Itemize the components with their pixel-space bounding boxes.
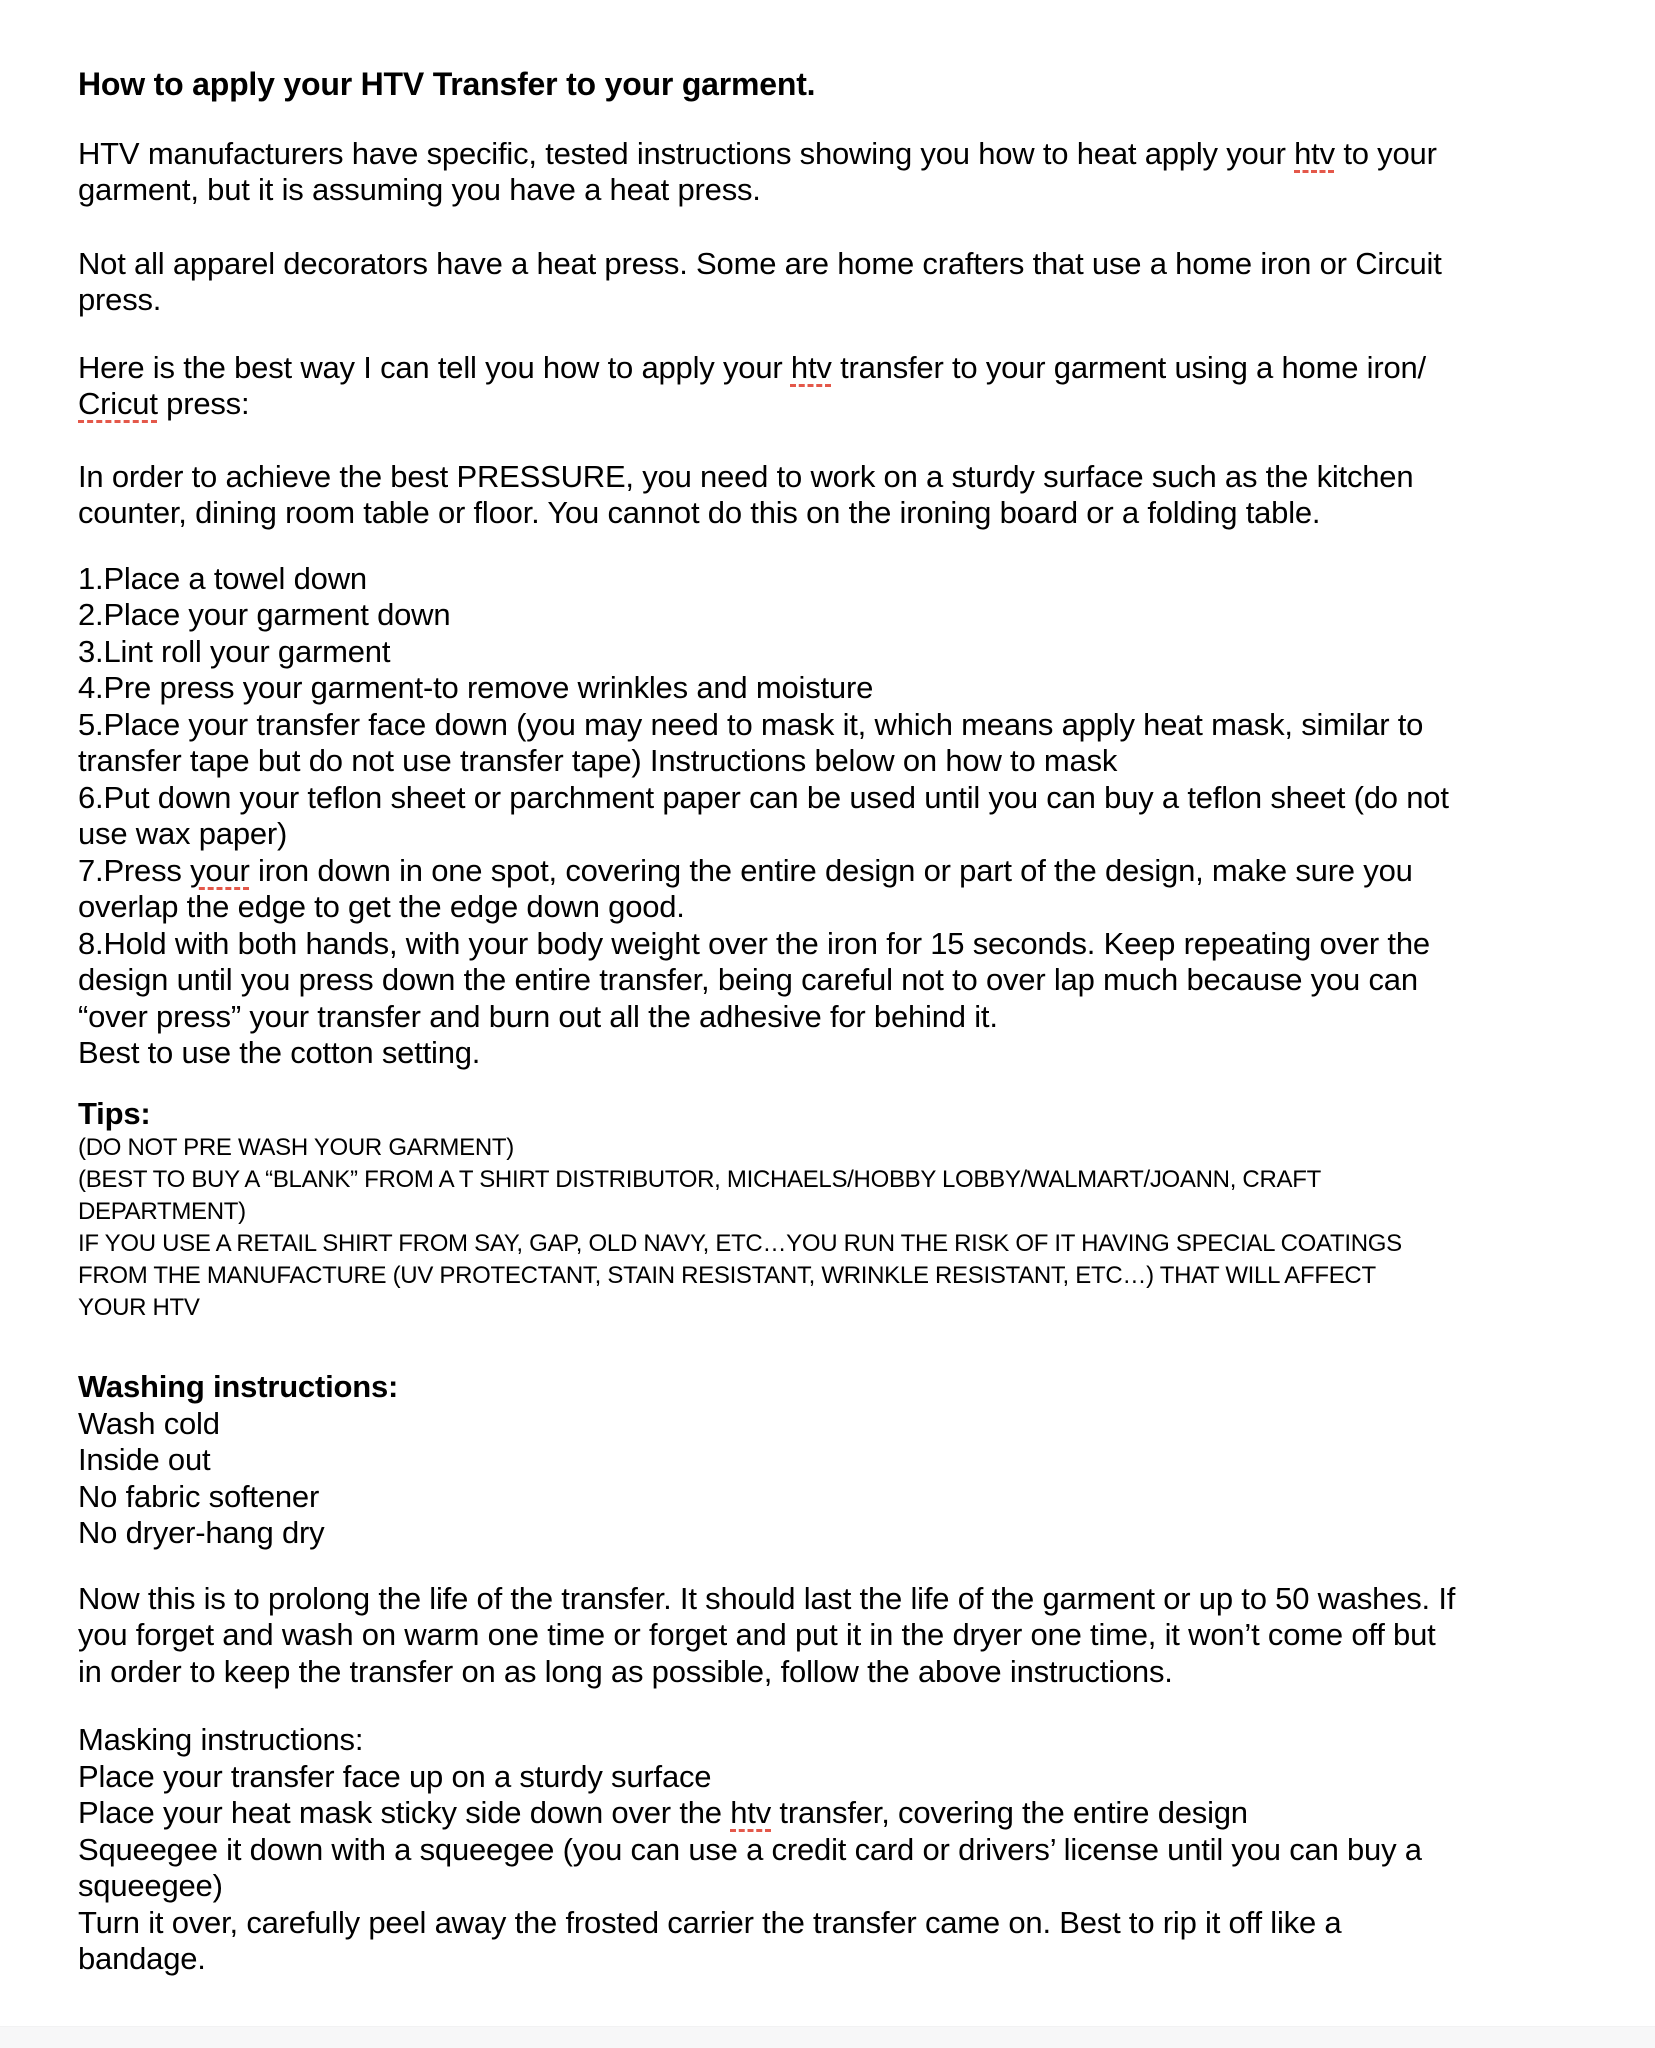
text-line <box>78 926 1635 963</box>
text-run: press: <box>157 386 250 421</box>
text-line <box>78 999 1635 1036</box>
text-run: transfer to your garment using a home iron/ <box>831 349 1426 385</box>
text-line <box>78 136 1635 173</box>
text-run: bandage. <box>78 1941 206 1976</box>
text-run: design until you press down the entire transfer, being careful not to over lap much because you can <box>78 962 1418 997</box>
text-line <box>78 561 1635 598</box>
text-run: iron down in one spot, covering the entire design or part of the design, make sure you <box>249 852 1413 888</box>
text-line <box>78 889 1635 926</box>
text-run: Masking instructions: <box>78 1722 364 1757</box>
text-line <box>78 1581 1635 1618</box>
washing-section <box>78 1369 1635 1552</box>
tips-heading <box>78 1096 1635 1133</box>
text-run: 4.Pre press your garment-to remove wrinkles and moisture <box>78 670 874 705</box>
bottom-bar <box>0 2026 1655 2048</box>
para-prolong <box>78 1581 1635 1691</box>
para-best-way <box>78 350 1635 423</box>
text-run: 7.Press <box>78 852 191 888</box>
text-line <box>78 66 1635 103</box>
misspelled-word[interactable]: Cricut <box>78 386 158 421</box>
text-line <box>78 1941 1635 1978</box>
text-line <box>78 1868 1635 1905</box>
text-line <box>78 1292 1635 1324</box>
text-run: in order to keep the transfer on as long as possible, follow the above instructions. <box>78 1653 1173 1689</box>
text-line <box>78 1228 1635 1260</box>
text-run: press. <box>78 282 162 317</box>
text-run: 5.Place your transfer face down (you may need to mask it, which means apply heat mask, similar to <box>78 706 1424 742</box>
text-line <box>78 1096 1635 1133</box>
text-run: HTV manufacturers have specific, tested instructions showing you how to heat apply your <box>78 135 1295 171</box>
text-line <box>78 1132 1635 1164</box>
text-line <box>78 1369 1635 1406</box>
misspelled-word[interactable]: your <box>190 852 250 888</box>
text-run: 2.Place your garment down <box>78 597 451 632</box>
text-run: Place your heat mask sticky side down over the <box>78 1795 731 1830</box>
text-line <box>78 743 1635 780</box>
misspelled-word[interactable]: htv <box>790 349 832 385</box>
text-line <box>78 634 1635 671</box>
text-run: to your <box>1334 135 1437 171</box>
text-run: No fabric softener <box>78 1478 320 1514</box>
text-run: FROM THE MANUFACTURE (UV PROTECTANT, STAIN RESISTANT, WRINKLE RESISTANT, ETC…) THAT WILL AFFECT <box>78 1262 1376 1289</box>
text-line <box>78 780 1635 817</box>
tips-list <box>78 1132 1635 1324</box>
para-decorators <box>78 246 1635 319</box>
text-run: squeegee) <box>78 1868 223 1903</box>
text-run: garment, but it is assuming you have a heat press. <box>78 172 761 207</box>
text-line <box>78 246 1635 283</box>
text-run: use wax paper) <box>78 816 288 851</box>
text-line <box>78 1722 1635 1759</box>
text-run: 8.Hold with both hands, with your body weight over the iron for 15 seconds. Keep repeating over the <box>78 925 1430 961</box>
text-run: “over press” your transfer and burn out all the adhesive for behind it. <box>78 998 998 1034</box>
text-run: 6.Put down your teflon sheet or parchment paper can be used until you can buy a teflon sheet (do not <box>78 779 1449 815</box>
text-line <box>78 459 1635 496</box>
text-run: 1.Place a towel down <box>78 560 367 596</box>
steps-list <box>78 561 1635 1072</box>
text-run: Inside out <box>78 1442 211 1477</box>
text-run: Now this is to prolong the life of the transfer. It should last the life of the garment or up to 50 washes. If <box>78 1580 1456 1616</box>
text-line <box>78 1406 1635 1443</box>
para-manufacturers <box>78 136 1635 209</box>
text-run: DEPARTMENT) <box>78 1198 246 1225</box>
text-line <box>78 1164 1635 1196</box>
text-line <box>78 1617 1635 1654</box>
bold-text-run: Washing instructions: <box>78 1369 399 1404</box>
text-run: Wash cold <box>78 1405 220 1441</box>
text-line <box>78 1260 1635 1292</box>
text-line <box>78 350 1635 387</box>
text-run: 3.Lint roll your garment <box>78 633 391 669</box>
text-line <box>78 495 1635 532</box>
text-line <box>78 707 1635 744</box>
text-line <box>78 172 1635 209</box>
text-run: (DO NOT PRE WASH YOUR GARMENT) <box>78 1134 514 1161</box>
text-run: Squeegee it down with a squeegee (you can use a credit card or drivers’ license until you can buy a <box>78 1831 1422 1867</box>
text-line <box>78 1759 1635 1796</box>
text-run: transfer tape but do not use transfer tape) Instructions below on how to mask <box>78 743 1118 778</box>
text-line <box>78 962 1635 999</box>
text-line <box>78 1035 1635 1072</box>
text-run: Place your transfer face up on a sturdy surface <box>78 1758 712 1794</box>
text-line <box>78 1905 1635 1942</box>
text-run: (BEST TO BUY A “BLANK” FROM A T SHIRT DISTRIBUTOR, MICHAELS/HOBBY LOBBY/WALMART/JOANN, CRAFT <box>78 1166 1321 1193</box>
text-run: Not all apparel decorators have a heat press. Some are home crafters that use a home iron or Circuit <box>78 245 1442 281</box>
misspelled-word[interactable]: htv <box>730 1795 772 1830</box>
text-line <box>78 816 1635 853</box>
bold-text-run: Tips: <box>78 1095 151 1131</box>
text-run: transfer, covering the entire design <box>771 1795 1248 1830</box>
para-pressure <box>78 459 1635 532</box>
masking-section <box>78 1722 1635 1978</box>
text-line <box>78 386 1635 423</box>
text-line <box>78 282 1635 319</box>
text-run: How to apply your HTV Transfer to your garment. <box>78 66 816 102</box>
text-line <box>78 1515 1635 1552</box>
text-run: Best to use the cotton setting. <box>78 1035 481 1070</box>
text-run: counter, dining room table or floor. You cannot do this on the ironing board or a folding table. <box>78 495 1321 530</box>
text-line <box>78 1832 1635 1869</box>
text-line <box>78 670 1635 707</box>
text-line <box>78 1795 1635 1832</box>
text-line <box>78 1654 1635 1691</box>
text-line <box>78 1479 1635 1516</box>
text-run: overlap the edge to get the edge down good. <box>78 889 685 924</box>
text-run: Turn it over, carefully peel away the frosted carrier the transfer came on. Best to rip it off like a <box>78 1904 1342 1940</box>
misspelled-word[interactable]: htv <box>1294 135 1335 171</box>
text-line <box>78 1196 1635 1228</box>
text-line <box>78 1442 1635 1479</box>
heading <box>78 66 1635 103</box>
text-run: In order to achieve the best PRESSURE, you need to work on a sturdy surface such as the kitchen <box>78 458 1414 494</box>
text-line <box>78 597 1635 634</box>
text-run: you forget and wash on warm one time or forget and put it in the dryer one time, it won’t come off but <box>78 1617 1436 1652</box>
text-run: YOUR HTV <box>78 1294 200 1321</box>
text-run: Here is the best way I can tell you how to apply your <box>78 349 791 385</box>
text-line <box>78 853 1635 890</box>
text-run: IF YOU USE A RETAIL SHIRT FROM SAY, GAP, OLD NAVY, ETC…YOU RUN THE RISK OF IT HAVING SPECIAL COATINGS <box>78 1230 1402 1257</box>
text-run: No dryer-hang dry <box>78 1515 325 1550</box>
